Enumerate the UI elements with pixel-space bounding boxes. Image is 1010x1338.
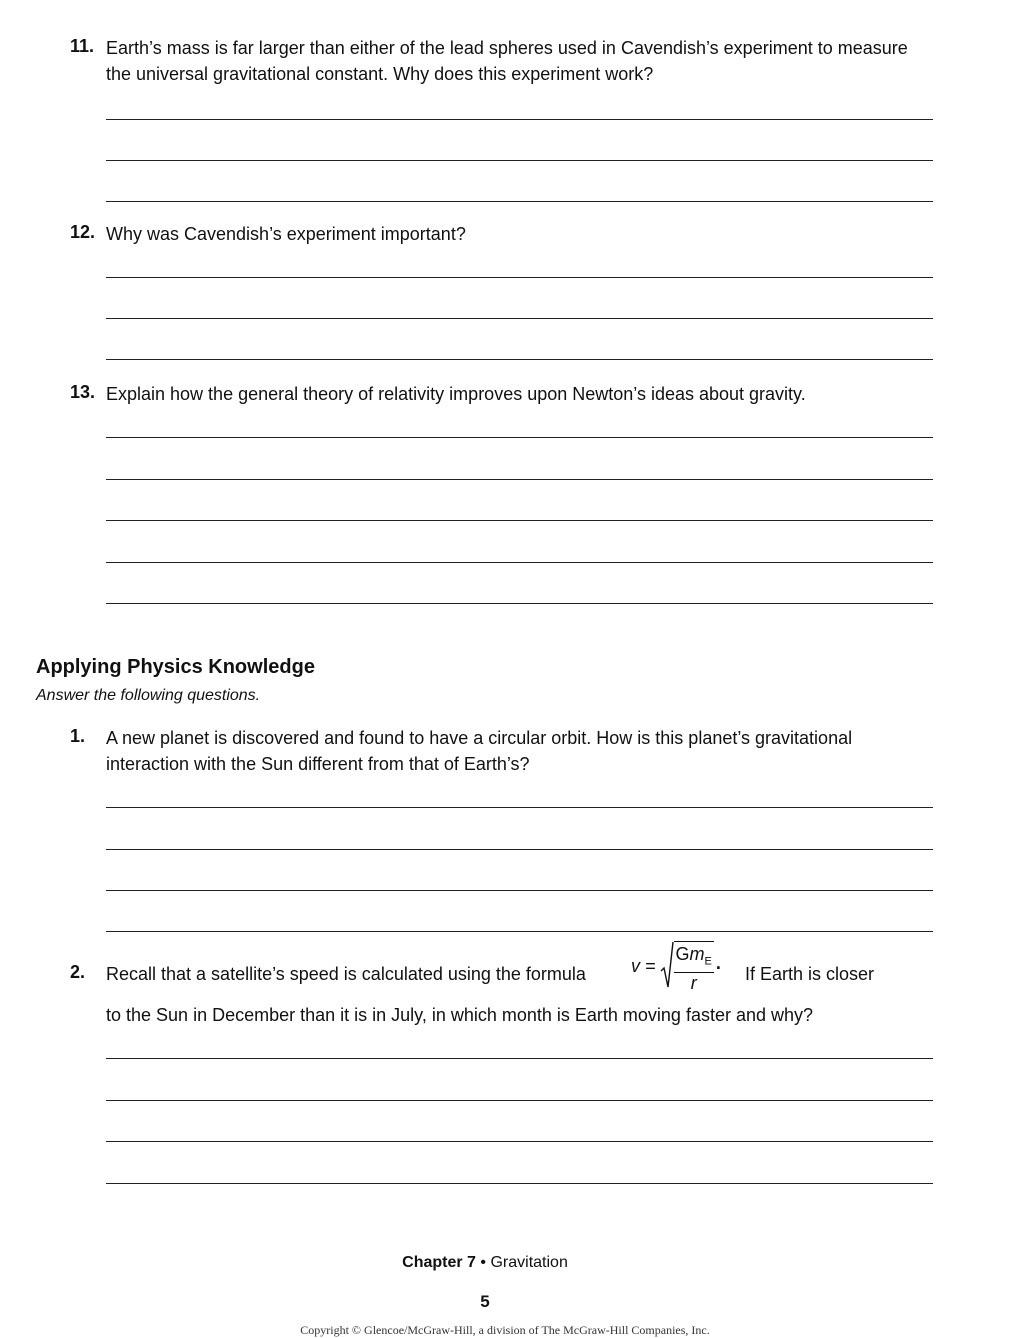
- answer-line[interactable]: [106, 890, 933, 891]
- question-text: Explain how the general theory of relativity improves upon Newton’s ideas about gravity.: [106, 384, 806, 404]
- bullet: •: [480, 1254, 487, 1271]
- copyright: Copyright © Glencoe/McGraw-Hill, a division of The McGraw-Hill Companies, Inc.: [300, 1323, 710, 1337]
- question-text: Earth’s mass is far larger than either of the lead spheres used in Cavendish’s experiment to measure the universal gravitational constant. Why does this experiment work?: [106, 38, 908, 84]
- question-text-continued: If Earth is closer: [745, 964, 875, 984]
- answer-line[interactable]: [106, 201, 933, 202]
- speed-formula: [631, 941, 721, 993]
- section-subtitle: Answer the following questions.: [36, 687, 261, 704]
- answer-line[interactable]: [106, 1100, 933, 1101]
- question-text-line2: to the Sun in December than it is in July, in which month is Earth moving faster and why?: [106, 1005, 814, 1025]
- answer-line[interactable]: [106, 603, 933, 604]
- formula-period: .: [715, 953, 721, 974]
- section-title: Applying Physics Knowledge: [36, 656, 315, 678]
- fraction-numerator: $Gm_E$: [674, 944, 714, 973]
- fraction-denominator: r: [690, 972, 697, 993]
- answer-line[interactable]: [106, 1183, 933, 1184]
- chapter-label: Chapter 7: [402, 1254, 476, 1271]
- answer-line[interactable]: [106, 1058, 933, 1059]
- answer-line[interactable]: [106, 479, 933, 480]
- question-number: 12.: [70, 222, 96, 242]
- question-text: Recall that a satellite’s speed is calculated using the formula: [106, 964, 586, 984]
- answer-line[interactable]: [106, 277, 933, 278]
- answer-line[interactable]: [106, 119, 933, 120]
- square-root: [660, 941, 714, 993]
- answer-line[interactable]: [106, 318, 933, 319]
- radical-sign-icon: [660, 941, 674, 989]
- answer-line[interactable]: [106, 807, 933, 808]
- question-number: 2.: [70, 962, 86, 982]
- answer-line[interactable]: [106, 160, 933, 161]
- fraction: [674, 941, 714, 993]
- answer-line[interactable]: [106, 437, 933, 438]
- chapter-title: Gravitation: [490, 1254, 568, 1271]
- answer-line[interactable]: [106, 359, 933, 360]
- question-number: 11.: [70, 36, 95, 56]
- formula-lhs: v =: [631, 956, 656, 977]
- question-number: 13.: [70, 382, 96, 402]
- answer-line[interactable]: [106, 931, 933, 932]
- page-number: 5: [480, 1292, 490, 1311]
- question-text: Why was Cavendish’s experiment important?: [106, 224, 466, 244]
- answer-line[interactable]: [106, 520, 933, 521]
- answer-line[interactable]: [106, 849, 933, 850]
- answer-line[interactable]: [106, 1141, 933, 1142]
- question-text: A new planet is discovered and found to have a circular orbit. How is this planet’s gravitational interaction with the Sun different from that of Earth’s?: [106, 728, 853, 774]
- question-number: 1.: [70, 726, 86, 746]
- answer-line[interactable]: [106, 562, 933, 563]
- footer-chapter: [0, 1254, 970, 1272]
